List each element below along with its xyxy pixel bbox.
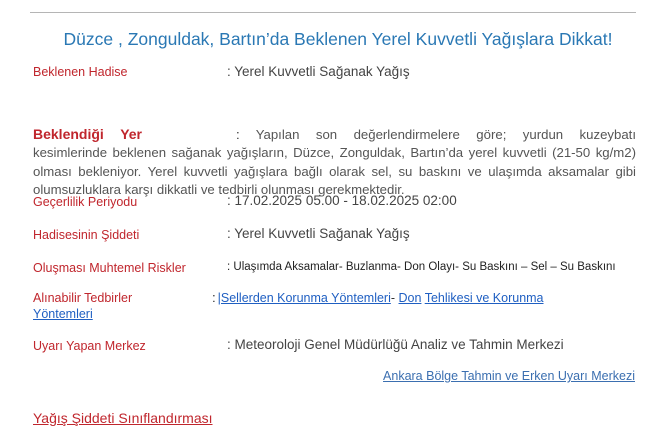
hadise-siddeti-value: : Yerel Kuvvetli Sağanak Yağış [227,226,410,241]
beklenen-hadise-value: : Yerel Kuvvetli Sağanak Yağış [227,64,410,79]
beklendigi-yer-colon: : [236,127,240,142]
uyari-yapan-merkez-value: : Meteoroloji Genel Müdürlüğü Analiz ve Tahmin Merkezi [227,337,564,352]
alinabilir-tedbirler-colon: : [212,291,216,305]
sellerden-korunma-link[interactable]: |Sellerden Korunma Yöntemleri [217,291,391,305]
hadise-siddeti-label: Hadisesinin Şiddeti [33,228,140,242]
muhtemel-riskler-value: : Ulaşımda Aksamalar- Buzlanma- Don Olayı- Su Baskını – Sel – Su Baskını [227,261,616,273]
don-link[interactable]: Don [398,291,422,305]
don-tehlikesi-link[interactable]: Tehlikesi ve Korunma [424,291,544,305]
page-title: Düzce , Zonguldak, Bartın’da Beklenen Yerel Kuvvetli Yağışlara Dikkat! [63,29,613,49]
muhtemel-riskler-label: Oluşması Muhtemel Riskler [33,261,186,275]
alinabilir-tedbirler-label: Alınabilir Tedbirler [33,291,133,305]
ankara-bolge-link[interactable]: Ankara Bölge Tahmin ve Erken Uyarı Merkezi [383,369,635,383]
beklenen-hadise-label: Beklenen Hadise [33,65,128,79]
yagis-siddeti-link[interactable]: Yağış Şiddeti Sınıflandırması [33,410,213,426]
gecerlilik-periyodu-label: Geçerlilik Periyodu [33,195,138,209]
beklendigi-yer-text: Yapılan son değerlendirmelere göre; yurdun kuzeybatı kesimlerinde beklenen sağanak yağışların, Düzce, Zonguldak, Bartın’da yerel kuvvetli (21-50 kg/m2) olması bekleniyor. Yerel kuvvetli yağışlara bağlı olarak sel, su baskını ve ulaşımda aksamalar gibi olumsuzluklara karşı dikkatli ve tedbirli olunması gerekmektedir. [33,127,637,197]
alinabilir-tedbirler-block [33,291,633,322]
link-separator: - [390,291,396,305]
top-divider [30,12,636,13]
beklendigi-yer-label: Beklendiği Yer [33,126,143,142]
uyari-yapan-merkez-label: Uyarı Yapan Merkez [33,339,146,353]
gecerlilik-periyodu-value: : 17.02.2025 05.00 - 18.02.2025 02:00 [227,193,457,208]
yontemleri-link[interactable]: Yöntemleri [33,306,93,321]
beklendigi-yer-block [33,125,636,199]
